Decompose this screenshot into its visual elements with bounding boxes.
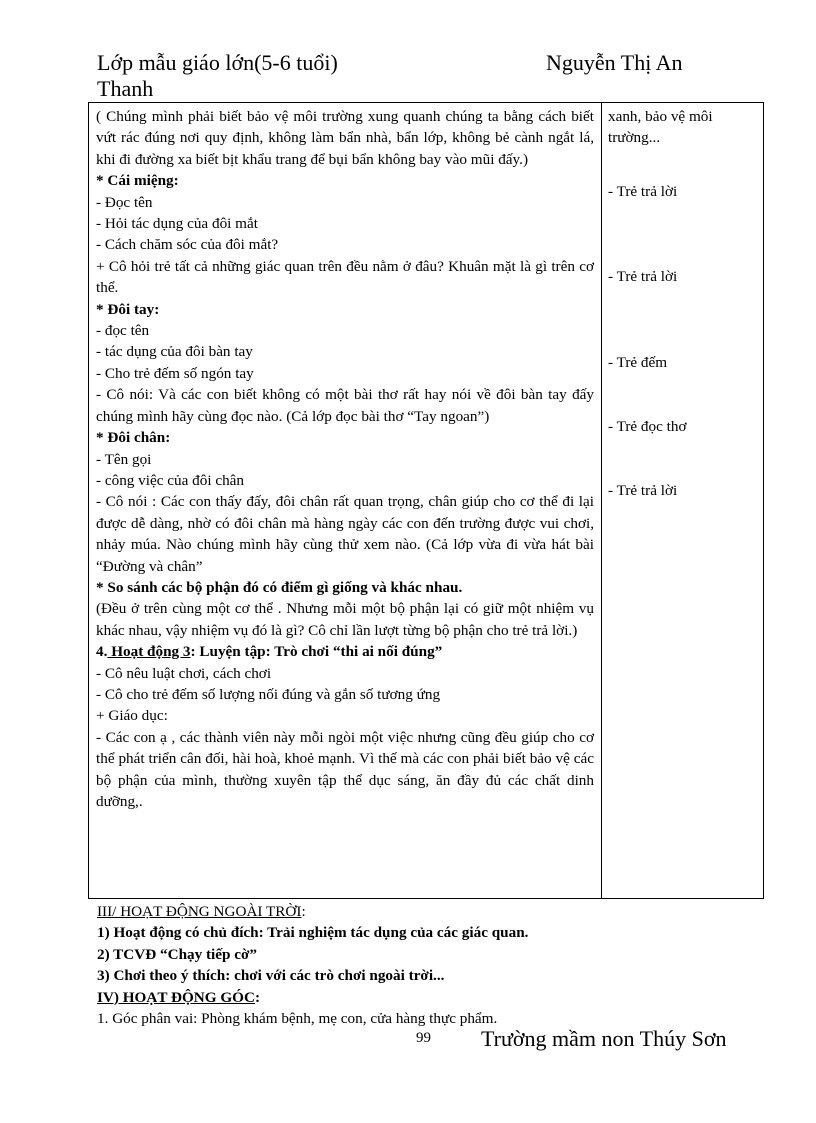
activity-3-rest: : Luyện tập: Trò chơi “thi ai nối đúng” — [190, 643, 443, 661]
list-item: - Cách chăm sóc của đôi mắt? — [96, 236, 279, 254]
column-divider — [601, 103, 602, 898]
page-number: 99 — [416, 1030, 431, 1046]
list-item: - Cô nói: Và các con biết không có một bài thơ rất hay nói về đôi bàn tay đấy chúng mình hãy cùng đọc nào. (Cả lớp đọc bài thơ “Tay ngoan”) — [96, 386, 594, 425]
outdoor-heading-text: III/ HOẠT ĐỘNG NGOÀI TRỜI — [97, 903, 302, 920]
list-item: - Cô nói : Các con thấy đấy, đôi chân rất quan trọng, chân giúp cho cơ thể đi lại được dễ dàng, nhờ có đôi chân mà hàng ngày các con đến trường được vui chơi, nhảy múa. Nào chúng mình hãy cùng thử xem nào. (Cả lớp vừa đi vừa hát bài “Đường và chân” — [96, 493, 594, 575]
hands-heading: * Đôi tay: — [96, 300, 160, 318]
teacher-name: Nguyễn Thị An — [546, 50, 683, 75]
list-item: - tác dụng của đôi bàn tay — [96, 343, 253, 361]
response-item: xanh, bảo vệ môi trường... — [608, 108, 713, 147]
list-item: + Cô hỏi trẻ tất cả những giác quan trên đều nằm ở đâu? Khuân mặt là gì trên cơ thể. — [96, 257, 594, 297]
outdoor-item: 3) Chơi theo ý thích: chơi với các trò chơi ngoài trời... — [97, 967, 445, 985]
after-table-section — [97, 901, 777, 1029]
list-item: - đọc tên — [96, 322, 150, 340]
list-item: - Cô nêu luật chơi, cách chơi — [96, 664, 272, 682]
response-item: - Trẻ trả lời — [608, 482, 678, 500]
response-item: - Trẻ trả lời — [608, 182, 678, 200]
list-item: (Đều ở trên cùng một cơ thể . Nhưng mỗi một bộ phận lại có giữ một nhiệm vụ khác nhau, vậy nhiệm vụ đó là gì? Cô chỉ lần lượt từng bộ phận cho trẻ trả lời.) — [96, 600, 594, 639]
outdoor-item: 2) TCVĐ “Chạy tiếp cờ” — [97, 945, 258, 963]
list-item: - Hỏi tác dụng của đôi mắt — [96, 215, 258, 233]
list-item: - Tên gọi — [96, 450, 152, 468]
corner-heading-text: IV) HOẠT ĐỘNG GÓC — [97, 988, 255, 1006]
list-item: - Đọc tên — [96, 193, 153, 211]
corner-heading-colon: : — [254, 988, 260, 1006]
mouth-heading: * Cái miệng: — [96, 172, 179, 190]
compare-heading: * So sánh các bộ phận đó có điểm gì giống và khác nhau. — [96, 578, 463, 596]
feet-heading: * Đôi chân: — [96, 429, 171, 447]
list-item: - công việc của đôi chân — [96, 471, 245, 489]
corner-heading — [97, 987, 777, 1008]
lesson-table — [88, 102, 764, 899]
school-name: Trường mầm non Thúy Sơn — [481, 1026, 727, 1051]
outdoor-item: 1) Hoạt động có chủ đích: Trải nghiệm tác dụng của các giác quan. — [97, 924, 529, 942]
children-response-column — [608, 106, 758, 502]
activity-column — [96, 106, 594, 812]
outdoor-heading-colon: : — [301, 903, 306, 920]
activity-3-heading — [96, 641, 594, 662]
outdoor-heading — [97, 901, 777, 922]
list-item: - Cô cho trẻ đếm số lượng nối đúng và gắn số tương ứng — [96, 685, 441, 703]
class-label — [97, 50, 338, 102]
activity-3-number: 4. — [96, 643, 108, 661]
response-item: - Trẻ đọc thơ — [608, 418, 687, 436]
list-item: - Các con ạ , các thành viên này mỗi ngòi một việc nhưng cũng đều giúp cho cơ thể phát triển cân đối, hài hoà, khoẻ mạnh. Vì thế mà các con phải biết bảo vệ các bộ phận của mình, thường xuyên tập thể dục sáng, ăn đầy đủ các chất dinh dưỡng,. — [96, 728, 594, 810]
corner-item: 1. Góc phân vai: Phòng khám bệnh, mẹ con, cửa hàng thực phẩm. — [97, 1010, 498, 1028]
protect-environment-text: ( Chúng mình phải biết bảo vệ môi trường xung quanh chúng ta bằng cách biết vứt rác đúng nơi quy định, không làm bẩn nhà, bẩn lớp, không bẻ cành ngắt lá, khi đi đường xa biết bịt khẩu trang để bụi bẩn không bay vào mũi đấy.) — [96, 108, 594, 168]
response-item: - Trẻ đếm — [608, 353, 668, 371]
list-item: - Cho trẻ đếm số ngón tay — [96, 364, 254, 382]
class-label-cont: Thanh — [97, 76, 154, 101]
class-label-text: Lớp mẫu giáo lớn(5-6 tuổi) — [97, 50, 338, 75]
activity-3-title: Hoạt động 3 — [107, 643, 191, 661]
list-item: + Giáo dục: — [96, 707, 168, 725]
response-item: - Trẻ trả lời — [608, 268, 678, 286]
